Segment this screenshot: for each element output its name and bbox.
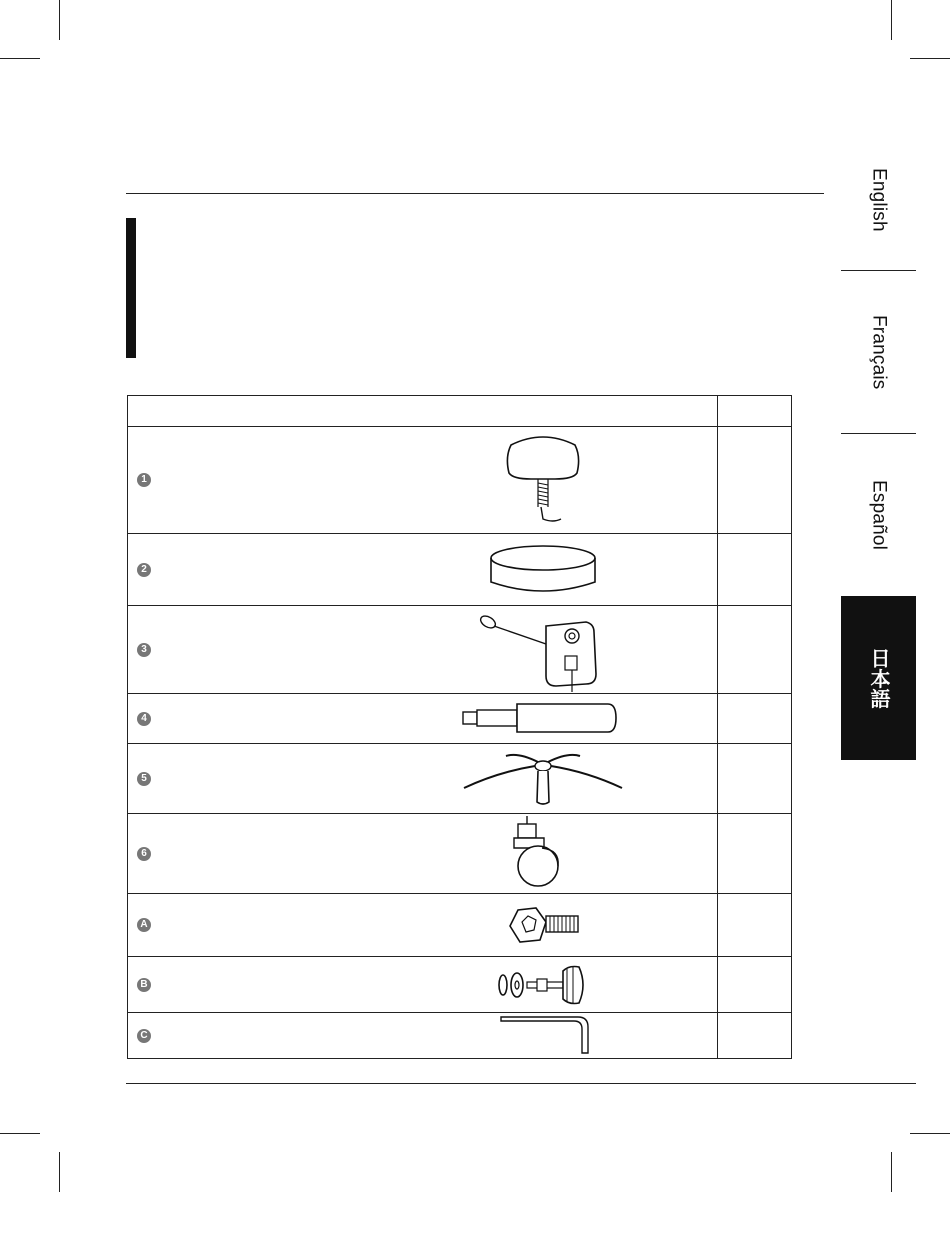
part-number-badge: 4 xyxy=(137,712,151,726)
part-number-badge: 2 xyxy=(137,563,151,577)
table-row xyxy=(128,1013,792,1059)
part-cell xyxy=(128,694,718,744)
table-row xyxy=(128,427,792,534)
part-cell xyxy=(128,957,718,1013)
table-row xyxy=(128,606,792,694)
table-row xyxy=(128,534,792,606)
caster-wheel-icon xyxy=(498,814,578,894)
tab-espanol-label: Español xyxy=(868,479,890,551)
tab-espanol[interactable] xyxy=(841,434,916,596)
table-row xyxy=(128,957,792,1013)
crop-mark xyxy=(910,1133,950,1134)
tab-english[interactable] xyxy=(841,130,916,270)
knob-screw-washers-icon xyxy=(493,957,593,1013)
part-cell xyxy=(128,606,718,694)
crop-mark xyxy=(0,58,40,59)
part-cell xyxy=(128,1013,718,1059)
part-cell xyxy=(128,814,718,894)
crop-mark xyxy=(59,0,60,40)
part-cell xyxy=(128,744,718,814)
part-number-badge: B xyxy=(137,978,151,992)
crop-mark xyxy=(910,58,950,59)
tab-japanese-label: 日本語 xyxy=(867,647,889,709)
crop-mark xyxy=(891,0,892,40)
gas-cylinder-icon xyxy=(458,694,618,744)
tab-english-label: English xyxy=(868,168,890,232)
header-cell-qty xyxy=(718,396,792,427)
qty-cell xyxy=(718,1013,792,1059)
allen-key-icon xyxy=(498,1013,598,1059)
qty-cell xyxy=(718,427,792,534)
qty-cell xyxy=(718,744,792,814)
seat-cushion-icon xyxy=(483,534,603,606)
seat-mechanism-icon xyxy=(468,606,608,694)
qty-cell xyxy=(718,534,792,606)
part-number-badge: 1 xyxy=(137,473,151,487)
qty-cell xyxy=(718,894,792,957)
part-cell xyxy=(128,427,718,534)
table-row xyxy=(128,694,792,744)
hex-bolt-icon xyxy=(498,894,588,957)
part-cell xyxy=(128,534,718,606)
header-cell-part xyxy=(128,396,718,427)
table-row xyxy=(128,814,792,894)
qty-cell xyxy=(718,606,792,694)
crop-mark xyxy=(891,1152,892,1192)
section-marker-bar xyxy=(126,218,136,358)
star-base-icon xyxy=(458,744,628,814)
crop-mark xyxy=(0,1133,40,1134)
backrest-icon xyxy=(493,427,593,534)
part-number-badge: 3 xyxy=(137,643,151,657)
qty-cell xyxy=(718,694,792,744)
part-cell xyxy=(128,894,718,957)
part-number-badge: A xyxy=(137,918,151,932)
table-row xyxy=(128,894,792,957)
parts-table xyxy=(127,395,792,1059)
table-header-row xyxy=(128,396,792,427)
tab-francais[interactable] xyxy=(841,271,916,433)
crop-mark xyxy=(59,1152,60,1192)
tab-japanese[interactable] xyxy=(841,596,916,760)
tab-francais-label: Français xyxy=(868,314,890,390)
header-rule xyxy=(126,193,824,194)
part-number-badge: 6 xyxy=(137,847,151,861)
table-row xyxy=(128,744,792,814)
qty-cell xyxy=(718,814,792,894)
footer-rule xyxy=(126,1083,916,1084)
part-number-badge: 5 xyxy=(137,772,151,786)
qty-cell xyxy=(718,957,792,1013)
part-number-badge: C xyxy=(137,1029,151,1043)
